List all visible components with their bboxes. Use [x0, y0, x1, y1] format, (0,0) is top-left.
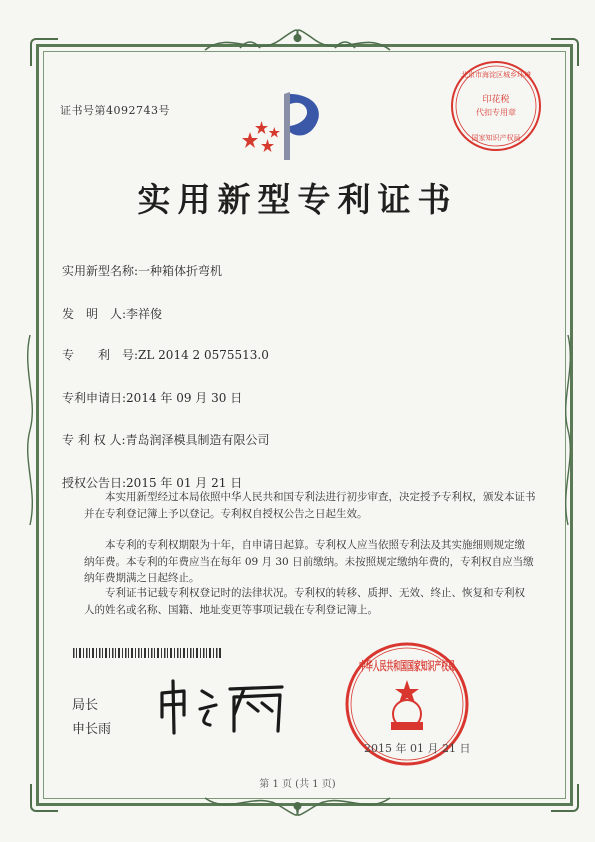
right-ornament-icon	[560, 330, 576, 530]
paragraph-term-and-fees: 本专利的专利权期限为十年，自申请日起算。专利权人应当依照专利法及其实施细则规定缴纳年费。本专利的年费应当在每年 09 月 30 日前缴纳。未按照规定缴纳年费的，专利权自应当缴纳年费期满之日起终止。	[84, 539, 534, 584]
barcode-icon	[73, 648, 223, 658]
field-label: 发 明 人:	[62, 307, 127, 321]
certificate-title: 实用新型专利证书	[137, 180, 458, 219]
tax-stamp-icon	[448, 58, 544, 154]
seal-date: 2015 年 01 月 21 日	[364, 742, 471, 755]
field-patent-holder	[62, 431, 270, 448]
field-value: 2015 年 01 月 21 日	[126, 476, 243, 490]
field-filing-date	[62, 389, 242, 406]
certificate-number: 证书号第4092743号	[60, 104, 170, 117]
patent-office-logo-icon	[240, 86, 330, 166]
paragraph-grant-statement: 本实用新型经过本局依照中华人民共和国专利法进行初步审查，决定授予专利权，颁发本证书并在专利登记簿上予以登记。专利权自授权公告之日起生效。	[84, 491, 536, 520]
tax-stamp-center-2: 代扣专用章	[476, 108, 516, 117]
signature-icon	[150, 675, 300, 735]
field-value: 2014 年 09 月 30 日	[126, 391, 243, 405]
tax-stamp-ring-top: 北京市海淀区城乡环境	[461, 71, 531, 79]
corner-ornament-top-right	[551, 38, 579, 66]
tax-stamp-center-1: 印花税	[482, 95, 510, 105]
corner-ornament-top-left	[30, 38, 58, 66]
field-label: 专利申请日:	[62, 391, 127, 405]
field-value: 李祥俊	[126, 307, 163, 321]
field-label: 实用新型名称:	[62, 264, 139, 278]
director-title: 局长	[72, 698, 99, 713]
director-name: 申长雨	[72, 722, 112, 737]
field-value: 一种箱体折弯机	[138, 264, 223, 278]
field-value: 青岛润泽模具制造有限公司	[125, 433, 270, 447]
top-ornament-icon	[200, 28, 395, 58]
field-utility-model-name	[62, 262, 222, 279]
paragraph-legal-status: 专利证书记载专利权登记时的法律状况。专利权的转移、质押、无效、终止、恢复和专利权人的姓名或名称、国籍、地址变更等事项记载在专利登记簿上。	[84, 587, 525, 616]
field-value: ZL 2014 2 0575513.0	[138, 348, 269, 362]
field-label: 专 利 号:	[62, 348, 139, 362]
tax-stamp-ring-bottom: 国家知识产权局	[471, 134, 521, 142]
page-number: 第 1 页 (共 1 页)	[259, 779, 336, 790]
bottom-ornament-icon	[200, 792, 395, 818]
field-patent-number	[62, 346, 269, 363]
field-label: 授权公告日:	[62, 476, 127, 490]
field-inventor	[62, 305, 162, 322]
field-label: 专 利 权 人:	[62, 433, 126, 447]
left-ornament-icon	[22, 330, 38, 530]
seal-text: 中华人民共和国国家知识产权局	[359, 659, 528, 673]
